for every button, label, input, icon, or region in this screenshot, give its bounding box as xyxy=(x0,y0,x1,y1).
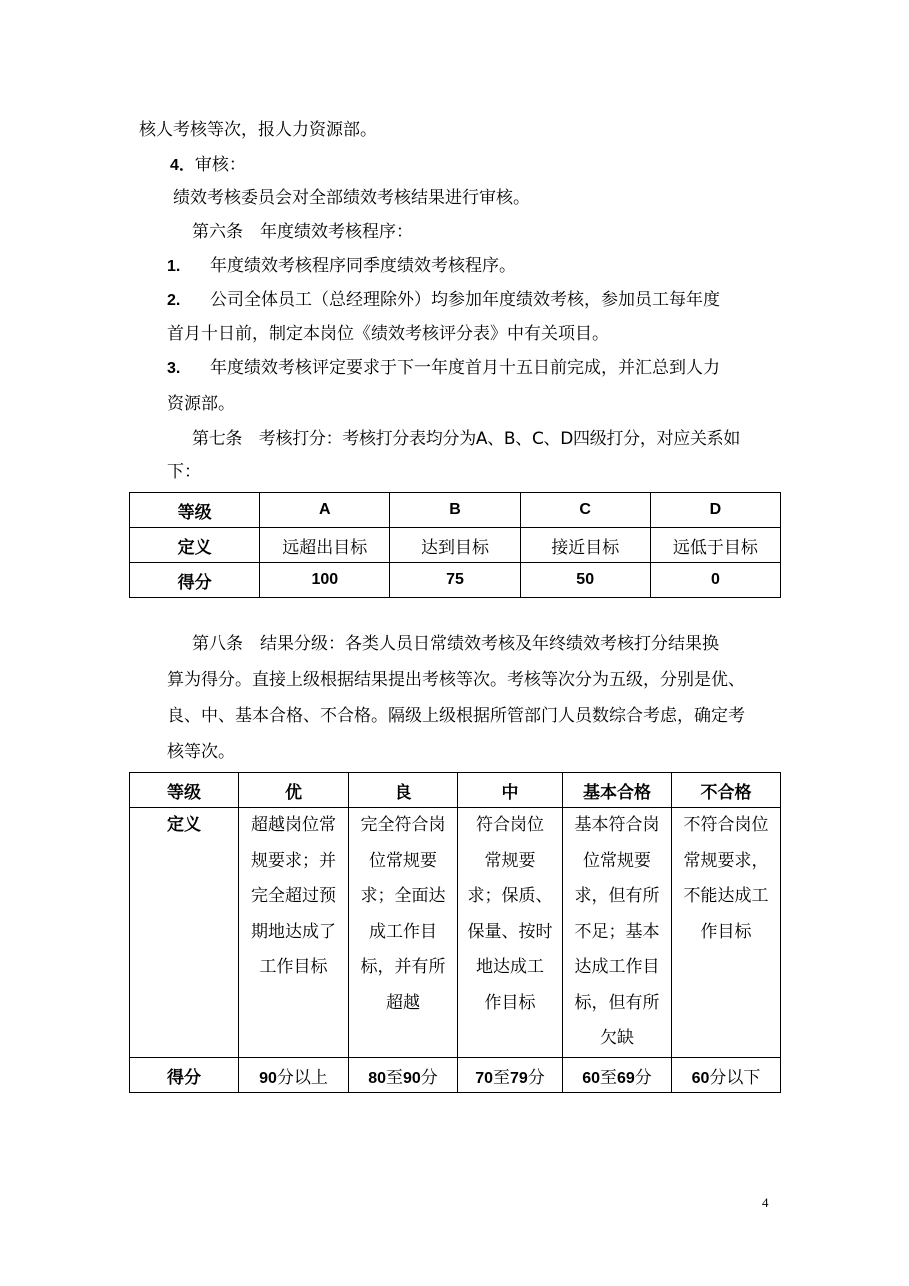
list-item-2 xyxy=(167,290,720,311)
definition-line: 标，并有所 xyxy=(360,957,446,977)
definition-line: 超越 xyxy=(386,992,420,1013)
list-number: 1. xyxy=(167,258,181,275)
paragraph-line: 算为得分。直接上级根据结果提出考核等次。考核等次分为五级，分别是优、 xyxy=(167,670,745,690)
score-unit: 分以上 xyxy=(276,1067,328,1088)
definition-line: 常规要求， xyxy=(683,850,769,871)
definition-cell xyxy=(563,808,672,1058)
table-header-cell: 等级 xyxy=(130,773,239,808)
definition-line: 规要求；并 xyxy=(251,850,336,871)
score-unit: 分以下 xyxy=(709,1067,761,1088)
paragraph-line: 核等次。 xyxy=(167,742,235,762)
definition-cell xyxy=(458,808,563,1058)
score-unit: 分 xyxy=(634,1067,652,1088)
table-cell: 达到目标 xyxy=(390,528,520,563)
table-header-cell: 良 xyxy=(349,773,458,808)
definition-line: 位常规要 xyxy=(369,850,437,871)
table-cell: 远超出目标 xyxy=(260,528,390,563)
article-heading: 第七条 考核打分：考核打分表均分为A、B、C、D四级打分，对应关系如 xyxy=(192,429,741,449)
definition-line: 地达成工 xyxy=(476,957,544,977)
list-number: 2. xyxy=(167,292,181,309)
paragraph-line: 下： xyxy=(167,462,201,482)
definition-line: 工作目标 xyxy=(259,957,328,977)
table-cell: 50 xyxy=(520,563,650,598)
table-row xyxy=(130,528,781,563)
score-number: 90 xyxy=(403,1069,421,1087)
definition-line: 成工作目 xyxy=(369,921,437,942)
definition-line: 保量、按时 xyxy=(467,921,553,942)
table-cell: 接近目标 xyxy=(520,528,650,563)
table-row xyxy=(130,808,781,1058)
grade-table xyxy=(129,772,781,1093)
score-cell xyxy=(458,1058,563,1093)
definition-line: 符合岗位 xyxy=(476,815,544,835)
score-number: 80 xyxy=(368,1069,386,1087)
score-table xyxy=(129,492,781,598)
table-header-cell: 等级 xyxy=(130,493,260,528)
list-number: 3. xyxy=(167,360,181,377)
score-separator: 至 xyxy=(600,1067,617,1088)
table-cell: 得分 xyxy=(130,563,260,598)
definition-line: 作目标 xyxy=(484,992,536,1013)
definition-cell xyxy=(672,808,781,1058)
article-heading: 第八条 结果分级：各类人员日常绩效考核及年终绩效考核打分结果换 xyxy=(192,634,719,654)
table-header-cell: 优 xyxy=(239,773,349,808)
definition-line: 常规要 xyxy=(484,850,536,871)
score-number: 60 xyxy=(582,1069,600,1087)
table-header-cell: 基本合格 xyxy=(563,773,672,808)
table-cell: 75 xyxy=(390,563,520,598)
definition-cell xyxy=(239,808,349,1058)
table-header-cell: C xyxy=(520,493,650,528)
list-text: 年度绩效考核程序同季度绩效考核程序。 xyxy=(210,256,516,276)
table-row xyxy=(130,773,781,808)
score-unit: 分 xyxy=(420,1067,438,1088)
table-header-cell: B xyxy=(390,493,520,528)
table-header-cell: 中 xyxy=(458,773,563,808)
score-number: 69 xyxy=(617,1069,635,1087)
paragraph-line: 绩效考核委员会对全部绩效考核结果进行审核。 xyxy=(173,188,530,208)
definition-line: 完全符合岗 xyxy=(360,815,446,835)
list-item-3 xyxy=(167,358,720,379)
paragraph-line: 资源部。 xyxy=(167,394,235,414)
definition-line: 求；全面达 xyxy=(360,886,446,906)
table-cell: 0 xyxy=(650,563,780,598)
definition-line: 完全超过预 xyxy=(251,886,336,906)
table-header-cell: D xyxy=(650,493,780,528)
definition-line: 欠缺 xyxy=(600,1028,634,1048)
score-separator: 至 xyxy=(493,1067,510,1088)
score-separator: 至 xyxy=(386,1067,403,1088)
definition-line: 期地达成了 xyxy=(251,921,336,942)
definition-line: 不足；基本 xyxy=(574,921,660,942)
table-cell: 100 xyxy=(260,563,390,598)
list-number: 4． xyxy=(170,157,195,174)
table-header-cell: 不合格 xyxy=(672,773,781,808)
score-number: 90 xyxy=(259,1069,277,1087)
score-cell xyxy=(349,1058,458,1093)
paragraph-line: 核人考核等次，报人力资源部。 xyxy=(139,120,377,140)
score-number: 79 xyxy=(510,1069,528,1087)
definition-line: 不符合岗位 xyxy=(683,815,769,835)
score-number: 60 xyxy=(691,1069,710,1087)
score-cell xyxy=(239,1058,349,1093)
page-number: 4 xyxy=(762,1195,769,1210)
table-cell xyxy=(130,808,239,1058)
definition-line: 求，但有所 xyxy=(574,886,660,906)
score-unit: 分 xyxy=(527,1067,545,1088)
score-cell xyxy=(563,1058,672,1093)
paragraph-line: 良、中、基本合格、不合格。隔级上级根据所管部门人员数综合考虑，确定考 xyxy=(167,706,745,726)
table-row xyxy=(130,1058,781,1093)
definition-line: 基本符合岗 xyxy=(574,815,660,835)
paragraph-line: 首月十日前，制定本岗位《绩效考核评分表》中有关项目。 xyxy=(167,324,609,344)
list-text: 审核： xyxy=(194,155,246,175)
definition-cell xyxy=(349,808,458,1058)
row-label: 定义 xyxy=(167,815,201,835)
definition-line: 标，但有所 xyxy=(574,992,660,1013)
list-item-4 xyxy=(170,155,246,176)
table-cell: 定义 xyxy=(130,528,260,563)
table-row xyxy=(130,563,781,598)
list-item-1 xyxy=(167,256,516,277)
table-header-cell: A xyxy=(260,493,390,528)
definition-line: 达成工作目 xyxy=(574,957,660,977)
score-number: 70 xyxy=(475,1069,493,1087)
article-heading: 第六条 年度绩效考核程序： xyxy=(192,222,413,242)
definition-line: 不能达成工 xyxy=(683,886,769,906)
definition-line: 作目标 xyxy=(700,921,752,942)
table-row xyxy=(130,493,781,528)
definition-line: 求；保质、 xyxy=(467,886,553,906)
list-text: 公司全体员工（总经理除外）均参加年度绩效考核，参加员工每年度 xyxy=(210,290,720,310)
table-cell: 远低于目标 xyxy=(650,528,780,563)
list-text: 年度绩效考核评定要求于下一年度首月十五日前完成，并汇总到人力 xyxy=(210,358,720,378)
definition-line: 超越岗位常 xyxy=(251,815,336,835)
score-cell xyxy=(672,1058,781,1093)
definition-line: 位常规要 xyxy=(583,850,651,871)
table-cell: 得分 xyxy=(130,1058,239,1093)
